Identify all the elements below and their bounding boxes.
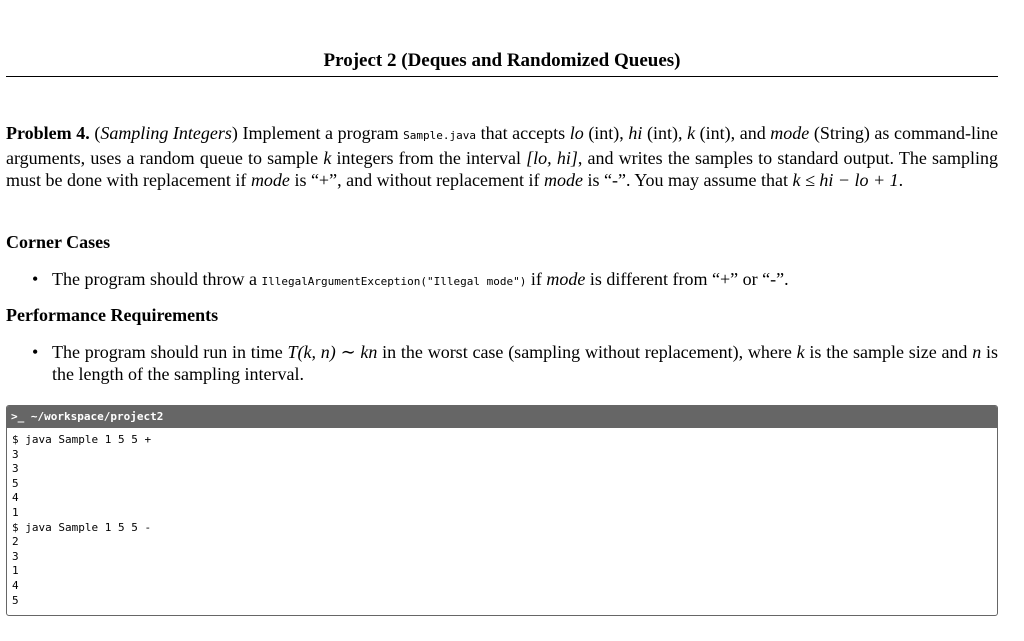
text-segment: (int), and xyxy=(695,123,771,143)
math-mode: mode xyxy=(546,269,586,289)
terminal-output-line: 3 xyxy=(12,462,19,476)
text-segment: is “-”. You may assume that xyxy=(583,170,793,190)
problem-paragraph: Problem 4. (Sampling Integers) Implement a program Sample.java that accepts lo (int), hi (int), k (int), and mode (String) as command-line arguments, uses a random queue to sample k integers from the interval [lo, hi], and writes the samples to standard output. The sampling must be done with replacement if mode is “+”, and without replacement if mode is “-”. You may assume that k ≤ hi − lo + 1. xyxy=(6,123,998,190)
math-mode: mode xyxy=(770,123,810,143)
performance-heading: Performance Requirements xyxy=(6,305,219,325)
math-mode: mode xyxy=(544,170,584,190)
filename-code: Sample.java xyxy=(403,129,477,142)
problem-label: Problem 4. xyxy=(6,123,90,143)
terminal-title-bar xyxy=(7,406,997,428)
terminal-output-line: 1 xyxy=(12,505,19,519)
corner-case-bullet xyxy=(32,268,998,293)
terminal-output-line: 5 xyxy=(12,593,19,607)
page-header xyxy=(6,50,998,77)
exception-code: IllegalArgumentException("Illegal mode") xyxy=(261,275,527,288)
terminal-path: ~/workspace/project2 xyxy=(30,410,164,423)
math-hi: hi xyxy=(628,123,643,143)
math-interval: [lo, hi] xyxy=(526,148,578,168)
math-lo: lo xyxy=(569,123,584,143)
math-mode: mode xyxy=(250,170,290,190)
terminal-output-line: 2 xyxy=(12,535,19,549)
bullet-icon: • xyxy=(32,342,39,362)
math-k: k xyxy=(687,123,696,143)
text-segment: if xyxy=(526,269,547,289)
performance-bullet xyxy=(32,341,998,385)
text-segment: The program should throw a xyxy=(52,269,262,289)
math-k: k xyxy=(323,148,332,168)
text-segment: (int), xyxy=(583,123,629,143)
math-n: n xyxy=(972,342,982,362)
terminal-output-line: 3 xyxy=(12,447,19,461)
terminal-window xyxy=(6,405,998,616)
terminal-output-line: 4 xyxy=(12,491,19,505)
bullet-icon: • xyxy=(32,269,39,289)
text-segment: is the sample size and xyxy=(804,342,973,362)
text-segment: is the length of the sampling interval. xyxy=(52,342,998,384)
math-formula: T(k, n) ∼ kn xyxy=(287,342,378,362)
text-segment: in the worst case (sampling without replacement), where xyxy=(377,342,797,362)
text-segment: , and writes the samples to standard output. The sampling must be done with replacement if xyxy=(6,148,998,190)
terminal-output-line: 4 xyxy=(12,578,19,592)
terminal-output xyxy=(7,428,997,613)
text-segment: (int), xyxy=(642,123,688,143)
terminal-command-line: $ java Sample 1 5 5 - xyxy=(12,520,152,534)
text-segment: is different from “+” or “-”. xyxy=(585,269,789,289)
math-k: k xyxy=(796,342,805,362)
terminal-output-line: 1 xyxy=(12,564,19,578)
text-segment: The program should run in time xyxy=(52,342,288,362)
corner-cases-heading: Corner Cases xyxy=(6,232,111,252)
terminal-command-line: $ java Sample 1 5 5 + xyxy=(12,433,152,446)
terminal-output-line: 5 xyxy=(12,476,19,490)
page-title: Project 2 (Deques and Randomized Queues) xyxy=(323,50,681,71)
math-inequality: k ≤ hi − lo + 1 xyxy=(792,170,899,190)
text-segment: (String) as command-line arguments, uses a random queue to sample xyxy=(6,123,998,168)
text-segment: Implement a program xyxy=(237,123,404,143)
text-segment: is “+”, and without replacement if xyxy=(289,170,545,190)
terminal-output-line: 3 xyxy=(12,549,19,563)
terminal-prompt-icon: >_ xyxy=(11,410,25,423)
text-segment: . xyxy=(898,170,904,190)
problem-topic: Sampling Integers xyxy=(100,123,232,143)
text-segment: integers from the interval xyxy=(331,148,527,168)
text-segment: that accepts xyxy=(476,123,570,143)
